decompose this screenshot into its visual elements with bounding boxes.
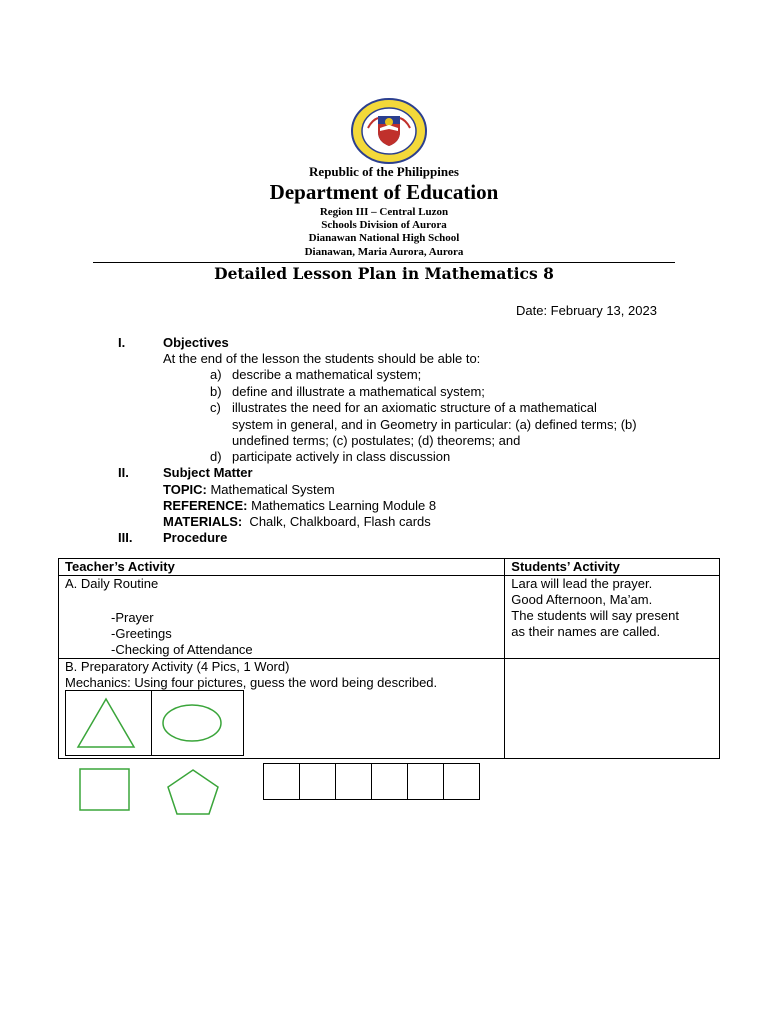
students-cell — [505, 576, 720, 659]
letter-box[interactable] — [371, 764, 407, 799]
header-divider — [93, 262, 675, 263]
triangle-icon — [66, 691, 151, 755]
student-response: as their names are called. — [511, 624, 661, 639]
division-line: Schools Division of Aurora — [321, 219, 447, 231]
answer-letter-boxes — [263, 763, 480, 800]
table-header-row — [59, 559, 720, 576]
reference-value: Mathematics Learning Module 8 — [247, 498, 437, 513]
region-line: Region III – Central Luzon — [319, 206, 449, 218]
mechanics-text: Mechanics: Using four pictures, guess the word being described. — [65, 675, 438, 690]
topic-value: Mathematical System — [206, 482, 335, 497]
objectives-heading: Objectives — [163, 335, 229, 350]
routine-item: -Checking of Attendance — [111, 642, 253, 657]
section-number-1: I. — [118, 335, 126, 350]
objective-text: define and illustrate a mathematical system; — [232, 384, 485, 399]
letter-box[interactable] — [299, 764, 335, 799]
section-number-2: II. — [118, 465, 129, 480]
square-icon — [78, 767, 132, 813]
materials-value: Chalk, Chalkboard, Flash cards — [242, 514, 431, 529]
deped-seal-logo — [350, 98, 428, 164]
address-line: Dianawan, Maria Aurora, Aurora — [304, 246, 464, 258]
reference-line — [163, 498, 436, 514]
lesson-plan-title: Detailed Lesson Plan in Mathematics 8 — [214, 264, 554, 283]
students-cell — [505, 659, 720, 759]
picture-box — [65, 690, 152, 756]
letter-box[interactable] — [335, 764, 371, 799]
teacher-cell — [59, 576, 505, 659]
subject-matter-heading: Subject Matter — [163, 465, 253, 480]
materials-label: MATERIALS: — [163, 514, 243, 529]
student-response: Good Afternoon, Ma’am. — [511, 592, 653, 607]
objective-text: illustrates the need for an axiomatic structure of a mathematical — [232, 400, 597, 415]
preparatory-activity-title: B. Preparatory Activity (4 Pics, 1 Word) — [65, 659, 290, 674]
student-response: Lara will lead the prayer. — [511, 576, 653, 591]
letter-box[interactable] — [264, 764, 299, 799]
department-title: Department of Education — [269, 180, 499, 204]
table-row — [59, 576, 720, 659]
picture-box — [151, 690, 244, 756]
objective-text: describe a mathematical system; — [232, 367, 422, 382]
objective-letter: c) — [210, 400, 221, 415]
materials-line — [163, 514, 431, 530]
date-line: Date: February 13, 2023 — [516, 303, 657, 318]
topic-line — [163, 482, 335, 498]
students-activity-header: Students’ Activity — [505, 559, 720, 576]
ellipse-icon — [152, 691, 243, 755]
school-line: Dianawan National High School — [308, 232, 460, 244]
republic-line: Republic of the Philippines — [309, 164, 459, 179]
letter-box[interactable] — [443, 764, 479, 799]
letter-box[interactable] — [407, 764, 443, 799]
topic-label: TOPIC: — [163, 482, 207, 497]
objective-letter: b) — [210, 384, 222, 399]
pentagon-icon — [164, 767, 222, 817]
teacher-activity-header: Teacher’s Activity — [59, 559, 505, 576]
daily-routine-title: A. Daily Routine — [65, 576, 159, 591]
procedure-heading: Procedure — [163, 530, 228, 545]
objective-text: undefined terms; (c) postulates; (d) theorems; and — [232, 433, 521, 448]
objective-text: participate actively in class discussion — [232, 449, 451, 464]
routine-item: -Greetings — [111, 626, 172, 641]
student-response: The students will say present — [511, 608, 679, 623]
routine-item: -Prayer — [111, 610, 154, 625]
objective-letter: a) — [210, 367, 222, 382]
objectives-intro: At the end of the lesson the students should be able to: — [163, 351, 481, 366]
objective-text: system in general, and in Geometry in particular: (a) defined terms; (b) — [232, 417, 637, 432]
reference-label: REFERENCE: — [163, 498, 248, 513]
objective-letter: d) — [210, 449, 222, 464]
section-number-3: III. — [118, 530, 133, 545]
